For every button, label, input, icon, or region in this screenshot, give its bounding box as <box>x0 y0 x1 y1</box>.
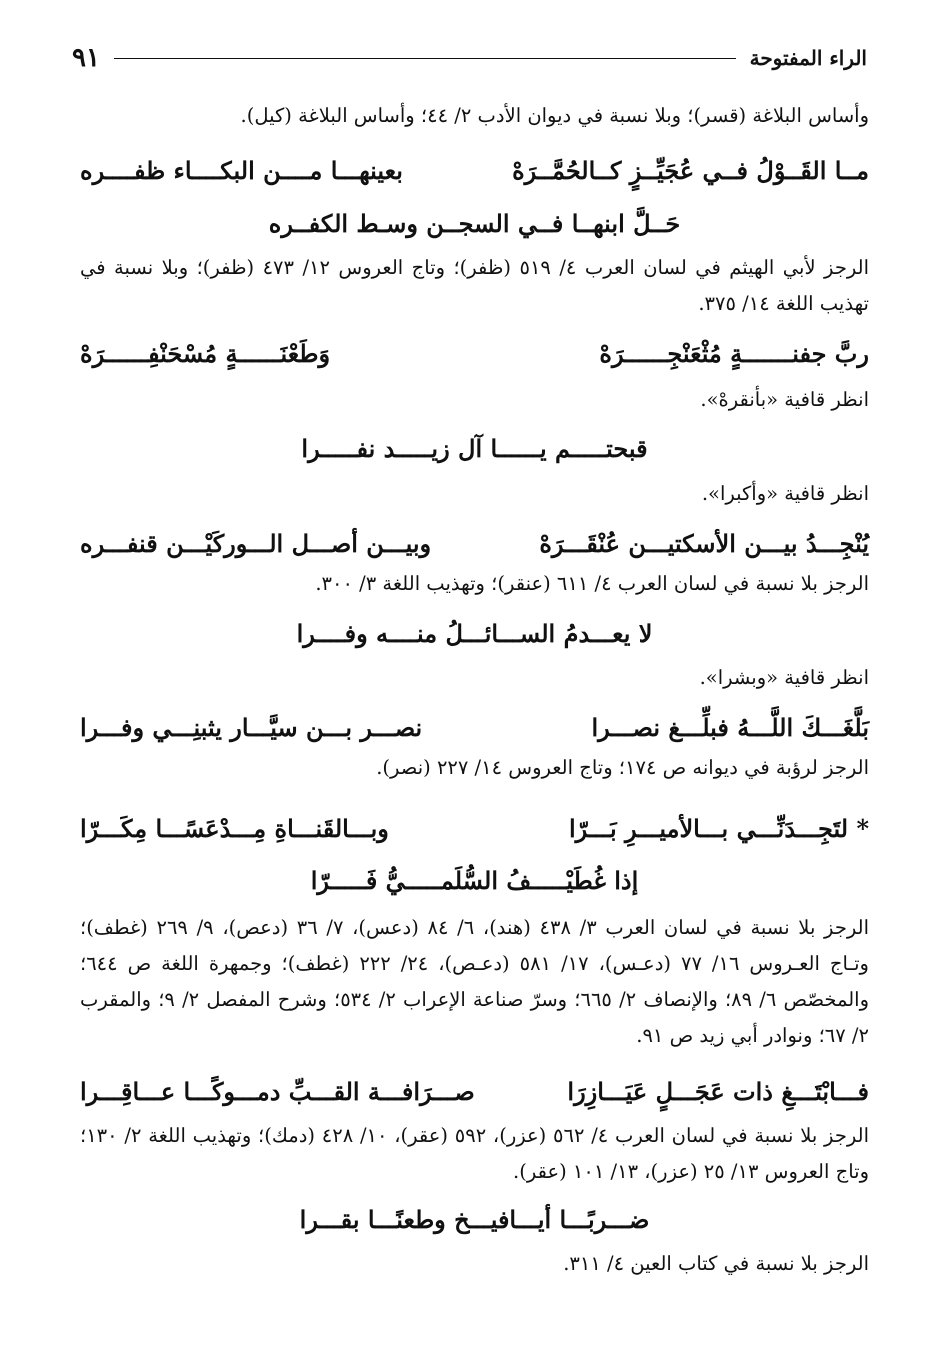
verse-line-centered <box>80 428 869 468</box>
verse-line-centered <box>80 613 869 653</box>
cross-reference-note: انظر قافية «وبشرا». <box>699 666 869 689</box>
verse-first-hemistich: ربَّ جفنـــــــةٍ مُثْعَنْجِــــــرَهْ <box>599 338 869 368</box>
cross-reference-note: انظر قافية «وأكبرا». <box>701 482 869 505</box>
citation-paragraph: وأساس البلاغة (قسر)؛ وبلا نسبة في ديوان الأدب ٢/ ٤٤؛ وأساس البلاغة (كيل). <box>240 104 869 127</box>
running-head: الراء المفتوحة <box>749 46 867 70</box>
verse-line <box>80 150 869 190</box>
header-rule <box>114 58 736 59</box>
verse-second-hemistich: نصـــر بـــن سيَّـــار يثبنِـــي وفـــرا <box>80 712 423 742</box>
citation-paragraph: الرجز بلا نسبة في لسان العرب ٤/ ٥٦٢ (عزر)، ٥٩٢ (عقر)، ١٠/ ٤٢٨ (دمك)؛ وتهذيب اللغة ٢/ ١٣٠؛ وتاج العروس ١٣/ ٢٥ (عزر)، ١٣/ ١٠١ (عقر). <box>80 1124 869 1183</box>
verse-line-centered <box>80 203 869 243</box>
citation-paragraph: الرجز بلا نسبة في لسان العرب ٤/ ٦١١ (عنقر)؛ وتهذيب اللغة ٣/ ٣٠٠. <box>315 572 869 595</box>
verse-hemistich: قبحتـــــم يــــــا آل زيـــــد نفـــــرا <box>301 433 648 463</box>
verse-first-hemistich: يُنْجِـــدُ بيـــن الأسكتيـــن عُنْقَـــرَهْ <box>539 528 869 558</box>
verse-first-hemistich: بَلَّغَـــكَ اللَّـــهُ فبلِّـــغ نصـــرا <box>591 712 869 742</box>
page-number: ٩١ <box>72 43 100 73</box>
verse-second-hemistich: بعينهـــا مــــن البكــــاء ظفــــره <box>80 155 403 185</box>
verse-line-centered <box>80 1199 869 1239</box>
verse-line <box>80 1071 869 1111</box>
verse-hemistich: إذا غُطَيْـــــفُ السُّلَمـــــيُّ فَـــــرّا <box>310 865 639 895</box>
citation-paragraph: الرجز بلا نسبة في كتاب العين ٤/ ٣١١. <box>563 1252 869 1275</box>
verse-line <box>80 333 869 373</box>
verse-hemistich: ضـــربًـــا أيـــافيـــخ وطعنًـــا بقـــرا <box>299 1204 650 1234</box>
verse-line-centered <box>80 860 869 900</box>
verse-line <box>80 523 869 563</box>
page-header <box>72 38 867 78</box>
verse-line <box>80 808 869 848</box>
cross-reference-note: انظر قافية «بأنقرهْ». <box>700 388 869 411</box>
verse-second-hemistich: صـــرَافـــة القـــبِّ دمـــوكًـــا عـــاقِـــرا <box>80 1076 475 1106</box>
verse-second-hemistich: وَطَعْنَــــــةٍ مُسْحَنْفِــــــرَهْ <box>80 338 331 368</box>
verse-first-hemistich: * لتَجِـــدَنِّـــي بـــالأميـــرِ بَـــرّا <box>568 813 869 843</box>
verse-second-hemistich: وبـــالقَنـــاةِ مِـــدْعَسًـــا مِكَـــرّا <box>80 813 389 843</box>
verse-second-hemistich: وبيـــن أصـــل الـــوركَيْـــن قنفـــره <box>80 528 432 558</box>
citation-paragraph: الرجز بلا نسبة في لسان العرب ٣/ ٤٣٨ (هند)، ٦/ ٨٤ (دعس)، ٧/ ٣٦ (دعص)، ٩/ ٢٦٩ (غطف)؛ وتـاج العـروس ١٦/ ٧٧ (دعـس)، ١٧/ ٥٨١ (دعـص)، ٢٤/ ٢٢٢ (غطف)؛ وجمهرة اللغة ص ٦٤٤؛ والمخصّص ٦/ ٨٩؛ والإنصاف ٢/ ٦٦٥؛ وسرّ صناعة الإعراب ٢/ ٥٣٤؛ وشرح المفصل ٢/ ٩؛ والمقرب ٢/ ٦٧؛ ونوادر أبي زيد ص ٩١. <box>80 916 869 1047</box>
verse-line <box>80 707 869 747</box>
verse-first-hemistich: فـــابْتَـــغِ ذات عَجَـــلٍ عَيَـــازِرَا <box>567 1076 869 1106</box>
citation-paragraph: الرجز لرؤبة في ديوانه ص ١٧٤؛ وتاج العروس ١٤/ ٢٢٧ (نصر). <box>376 756 869 779</box>
verse-hemistich: لا يعـــدمُ الســـائـــلُ منــــه وفــــرا <box>296 618 653 648</box>
citation-paragraph: الرجز لأبي الهيثم في لسان العرب ٤/ ٥١٩ (ظفر)؛ وتاج العروس ١٢/ ٤٧٣ (ظفر)؛ وبلا نسبة في تهذيب اللغة ١٤/ ٣٧٥. <box>80 256 869 315</box>
verse-first-hemistich: مــا القَــوْلُ فــي عُجَيِّــزٍ كــالحُمَّــرَهْ <box>512 155 869 185</box>
verse-hemistich: حَــلَّ ابنهــا فــي السجــن وسـط الكفــره <box>268 208 681 238</box>
